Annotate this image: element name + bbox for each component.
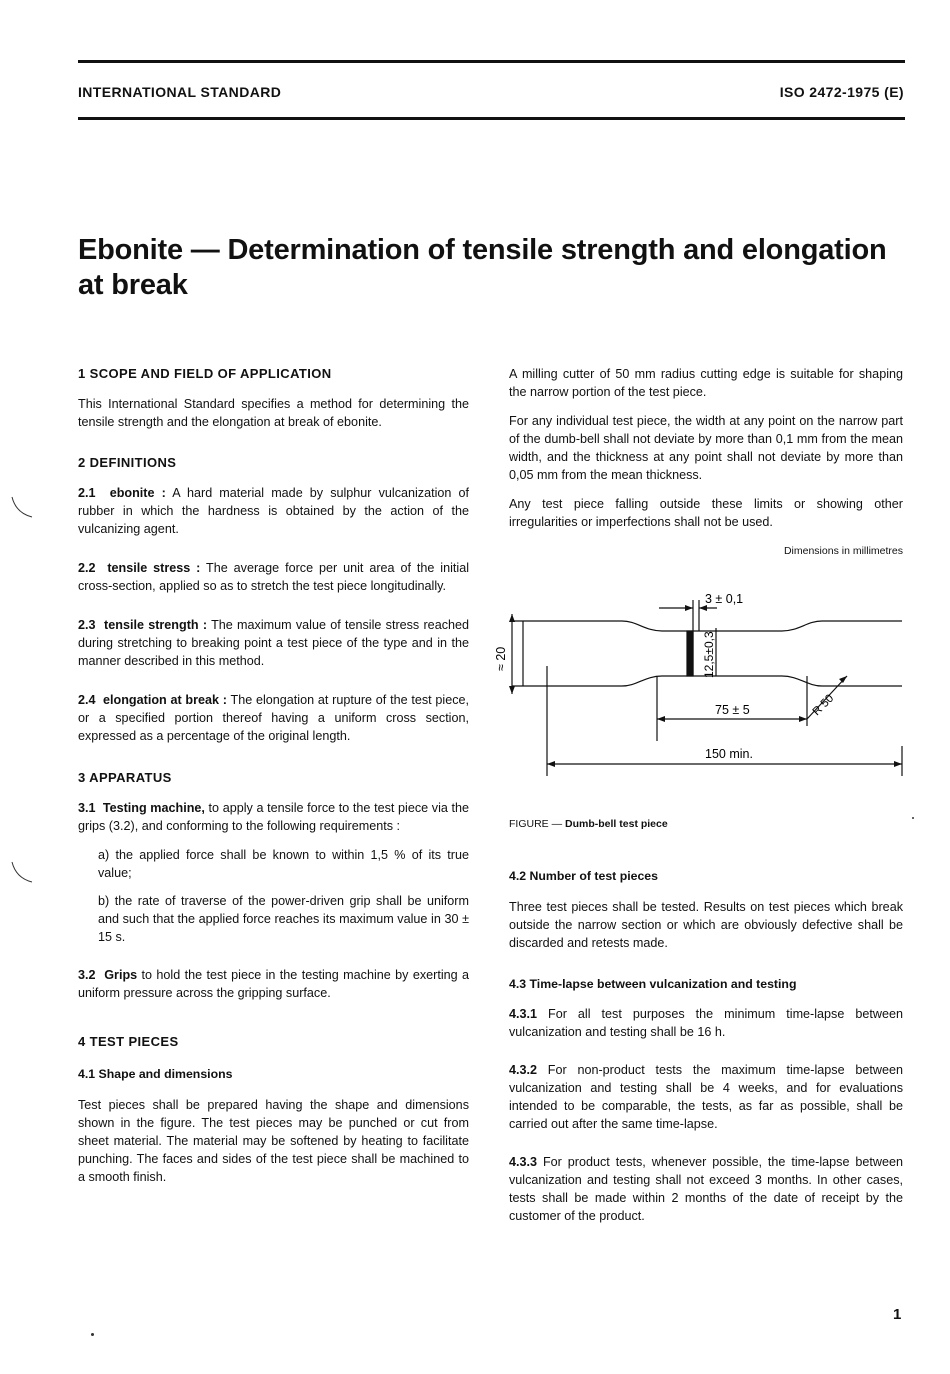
figure-caption [509,815,903,833]
definition-text: The average force per unit area of the initial cross-section, applied so as to stretch the test piece longitudinally. [78,561,469,593]
clause-text: For all test purposes the minimum time-lapse between vulcanization and testing shall be 16 h. [509,1007,903,1039]
clause-4-3-2 [509,1061,903,1133]
definition-2-1 [78,484,469,538]
section-2-heading: 2 DEFINITIONS [78,455,177,470]
clause-number: 4.3.1 [509,1007,538,1021]
rejection-paragraph: Any test piece falling outside these limits or showing other irregularities or imperfections shall not be used. [509,497,903,529]
page-title: Ebonite — Determination of tensile strength and elongation at break [78,234,887,301]
clause-text: For non-product tests the maximum time-lapse between vulcanization and testing shall be 4 weeks, and for evaluations intended to be comparable, the tests, as far as possible, shall be carried out after the same time-lapse. [509,1063,903,1131]
top-rule [78,60,905,63]
header-rule [78,117,905,120]
scan-dot [91,1333,94,1336]
dim-radius-label: R 50 [810,692,837,719]
definition-number: 2.1 [78,486,96,500]
clause-number: 4.3.3 [509,1155,538,1169]
dumb-bell-drawing [487,566,881,781]
section-1-text: This International Standard specifies a method for determining the tensile strength and the elongation at break of ebonite. [78,397,469,429]
clause-number: 3.1 [78,801,96,815]
definition-term: ebonite : [109,486,166,500]
right-column [494,365,903,1225]
definition-term: elongation at break : [103,693,227,707]
definition-number: 2.4 [78,693,96,707]
dim-width-label: 12,5±0,3 [702,631,716,678]
header-left: INTERNATIONAL STANDARD [78,84,282,100]
section-3-heading: 3 APPARATUS [78,770,172,785]
dim-thickness-label: 3 ± 0,1 [705,592,744,606]
dumb-bell-outline [512,621,902,631]
dumb-bell-figure [494,566,903,781]
header-right: ISO 2472-1975 (E) [779,84,904,100]
left-column [78,365,469,1186]
section-4-1-heading: 4.1 Shape and dimensions [78,1067,233,1081]
section-4-3-heading: 4.3 Time-lapse between vulcanization and testing [509,977,797,991]
definition-2-2 [78,559,469,595]
definition-text: The elongation at rupture of the test piece, or a specified portion thereof having a uniform cross section, expressed as a percentage of the original length. [78,693,469,743]
section-4-2-text: Three test pieces shall be tested. Results on test pieces which break outside the narrow section or which are obviously defective shall be discarded and retests made. [509,900,903,950]
scan-dot [912,817,914,819]
clause-text: For product tests, whenever possible, the time-lapse between vulcanization and testing shall not exceed 3 months. In other cases, tests shall be made within 2 months of the date of receipt by the customer of the product. [509,1155,903,1223]
clause-4-3-3 [509,1153,903,1225]
caption-prefix: FIGURE — [509,818,566,830]
margin-mark [8,495,38,521]
definition-text: A hard material made by sulphur vulcanization of rubber in which the hardness is obtained by the action of the vulcanizing agent. [78,486,469,536]
dim-total-label: 150 min. [705,747,753,761]
margin-mark [8,860,38,886]
clause-4-3-1 [509,1005,903,1041]
clause-3-1 [78,799,469,835]
caption-title: Dumb-bell test piece [565,818,668,830]
definition-2-4 [78,691,469,745]
deviation-paragraph: For any individual test piece, the width at any point on the narrow part of the dumb-bell shall not deviate by more than 0,1 mm from the mean width, and the thickness at any point shall not deviate by more than 0,05 mm from the mean thickness. [509,414,903,482]
clause-text: to hold the test piece in the testing machine by exerting a uniform pressure across the gripping surface. [78,968,469,1000]
clause-3-2 [78,966,469,1002]
section-4-2-heading: 4.2 Number of test pieces [509,869,658,883]
dimensions-note: Dimensions in millimetres [783,545,903,557]
clause-text: to apply a tensile force to the test piece via the grips (3.2), and conforming to the following requirements : [78,801,470,833]
definition-text: The maximum value of tensile stress reached during stretching to breaking point a test piece of the type and in the manner described in this method. [78,618,470,668]
thickness-section [687,631,693,676]
section-4-1-text: Test pieces shall be prepared having the shape and dimensions shown in the figure. The test pieces may be punched or cut from sheet material. The material may be softened by heating to facilitate punching. The faces and sides of the test piece shall be machined to a smooth finish. [78,1098,469,1184]
clause-number: 4.3.2 [509,1063,538,1077]
clause-term: Grips [104,968,138,982]
definition-number: 2.3 [78,618,96,632]
definition-term: tensile strength : [104,618,208,632]
definition-2-3 [78,616,469,670]
section-1-heading: 1 SCOPE AND FIELD OF APPLICATION [78,366,332,381]
requirement-b: b) the rate of traverse of the power-driven grip shall be uniform and such that the applied force reaches its maximum value in 30 ± 15 s. [98,894,469,944]
dim-narrow-label: 75 ± 5 [715,703,750,717]
dim-end-label: ≈ 20 [494,646,508,671]
section-4-heading: 4 TEST PIECES [78,1034,179,1049]
definition-number: 2.2 [78,561,96,575]
requirement-a: a) the applied force shall be known to within 1,5 % of its true value; [98,848,469,880]
clause-number: 3.2 [78,968,96,982]
milling-paragraph: A milling cutter of 50 mm radius cutting edge is suitable for shaping the narrow portion of the test piece. [509,367,903,399]
clause-term: Testing machine, [102,801,205,815]
page-number: 1 [893,1306,902,1323]
definition-term: tensile stress : [107,561,201,575]
